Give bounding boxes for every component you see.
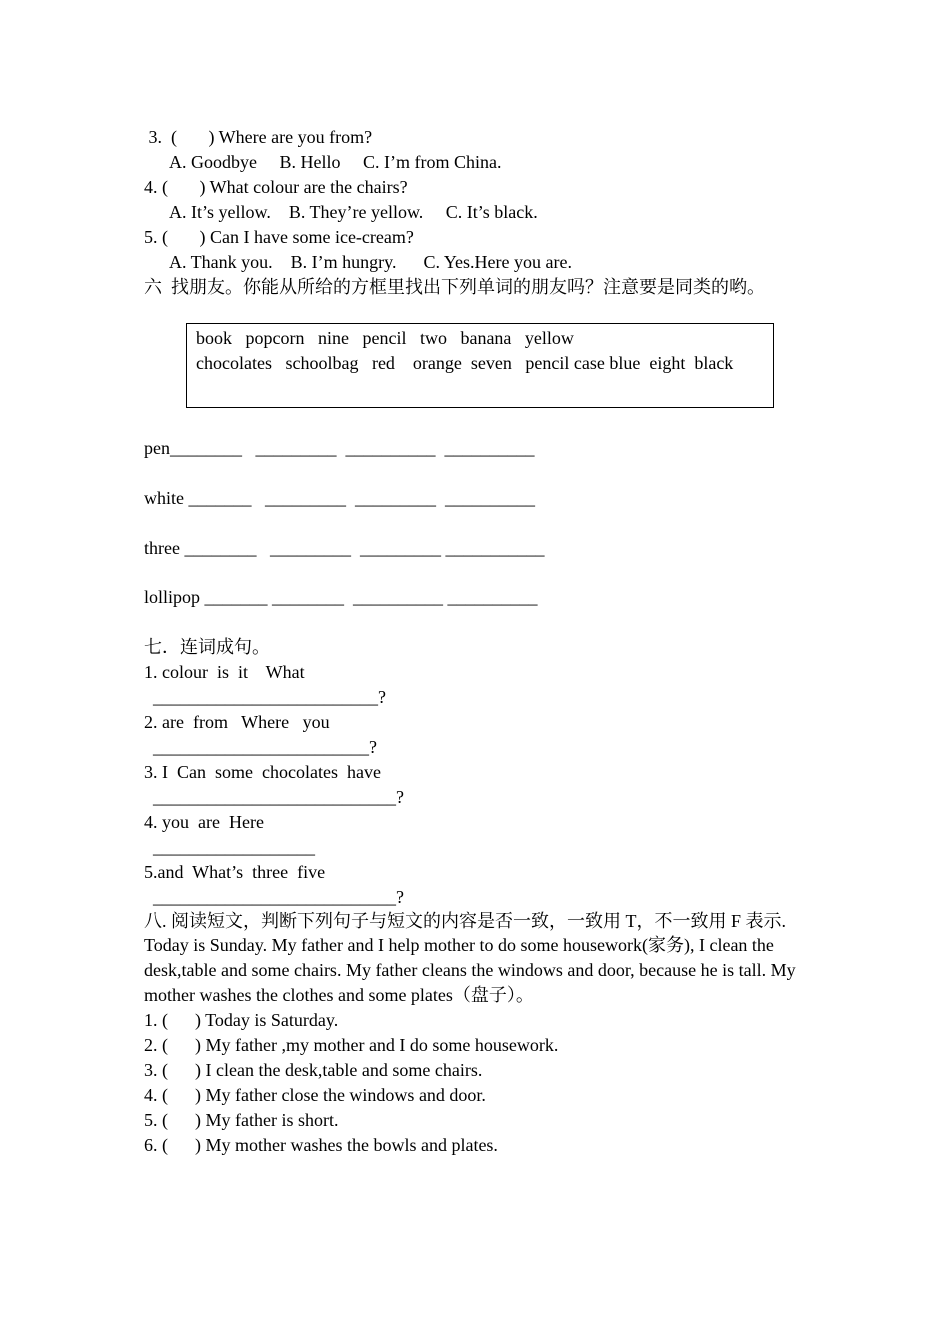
word-bank-box (186, 323, 774, 408)
sentence-2-answer-line: ________________________? (144, 737, 377, 757)
judge-item-6: 6. ( ) My mother washes the bowls and plates. (144, 1135, 498, 1155)
sentence-3-answer-line: ___________________________? (144, 787, 404, 807)
sentence-1-words: 1. colour is it What (144, 662, 305, 682)
question-3-options: A. Goodbye B. Hello C. I’m from China. (152, 152, 502, 172)
question-3: 3. ( ) Where are you from? (144, 127, 373, 147)
question-4: 4. ( ) What colour are the chairs? (144, 177, 408, 197)
judge-item-5: 5. ( ) My father is short. (144, 1110, 339, 1130)
judge-item-1: 1. ( ) Today is Saturday. (144, 1010, 339, 1030)
word-bank-line-1: book popcorn nine pencil two banana yellow (196, 328, 574, 348)
section-6-heading: 六 找朋友。你能从所给的方框里找出下列单词的朋友吗？注意要是同类的哟。 (144, 277, 765, 297)
question-5: 5. ( ) Can I have some ice-cream? (144, 227, 414, 247)
sentence-2-words: 2. are from Where you (144, 712, 330, 732)
group-row-pen: pen________ _________ __________ __________ (144, 438, 535, 458)
sentence-5-words: 5.and What’s three five (144, 862, 326, 882)
group-row-lollipop: lollipop _______ ________ __________ __________ (144, 587, 538, 607)
section-7-heading: 七．连词成句。 (144, 637, 270, 657)
reading-passage: Today is Sunday. My father and I help mother to do some housework(家务), I clean the desk,table and some chairs. My father cleans the windows and door, because he is tall. My mother washes the clothes and some plates（盘子）。 (144, 935, 796, 1005)
section-8-heading: 八. 阅读短文，判断下列句子与短文的内容是否一致，一致用 T，不一致用 F 表示. (144, 911, 787, 931)
sentence-5-answer-line: ___________________________? (144, 887, 404, 907)
sentence-4-words: 4. you are Here (144, 812, 264, 832)
word-bank-line-2: chocolates schoolbag red orange seven pencil case blue eight black (196, 353, 734, 373)
judge-item-3: 3. ( ) I clean the desk,table and some chairs. (144, 1060, 483, 1080)
group-row-white: white _______ _________ _________ __________ (144, 488, 535, 508)
sentence-4-answer-line: __________________ (144, 837, 315, 857)
group-row-three: three ________ _________ _________ ___________ (144, 538, 545, 558)
question-5-options: A. Thank you. B. I’m hungry. C. Yes.Here you are. (152, 252, 572, 272)
sentence-1-answer-line: _________________________? (144, 687, 386, 707)
sentence-3-words: 3. I Can some chocolates have (144, 762, 381, 782)
judge-item-2: 2. ( ) My father ,my mother and I do some housework. (144, 1035, 559, 1055)
question-4-options: A. It’s yellow. B. They’re yellow. C. It’s black. (152, 202, 538, 222)
judge-item-4: 4. ( ) My father close the windows and door. (144, 1085, 486, 1105)
